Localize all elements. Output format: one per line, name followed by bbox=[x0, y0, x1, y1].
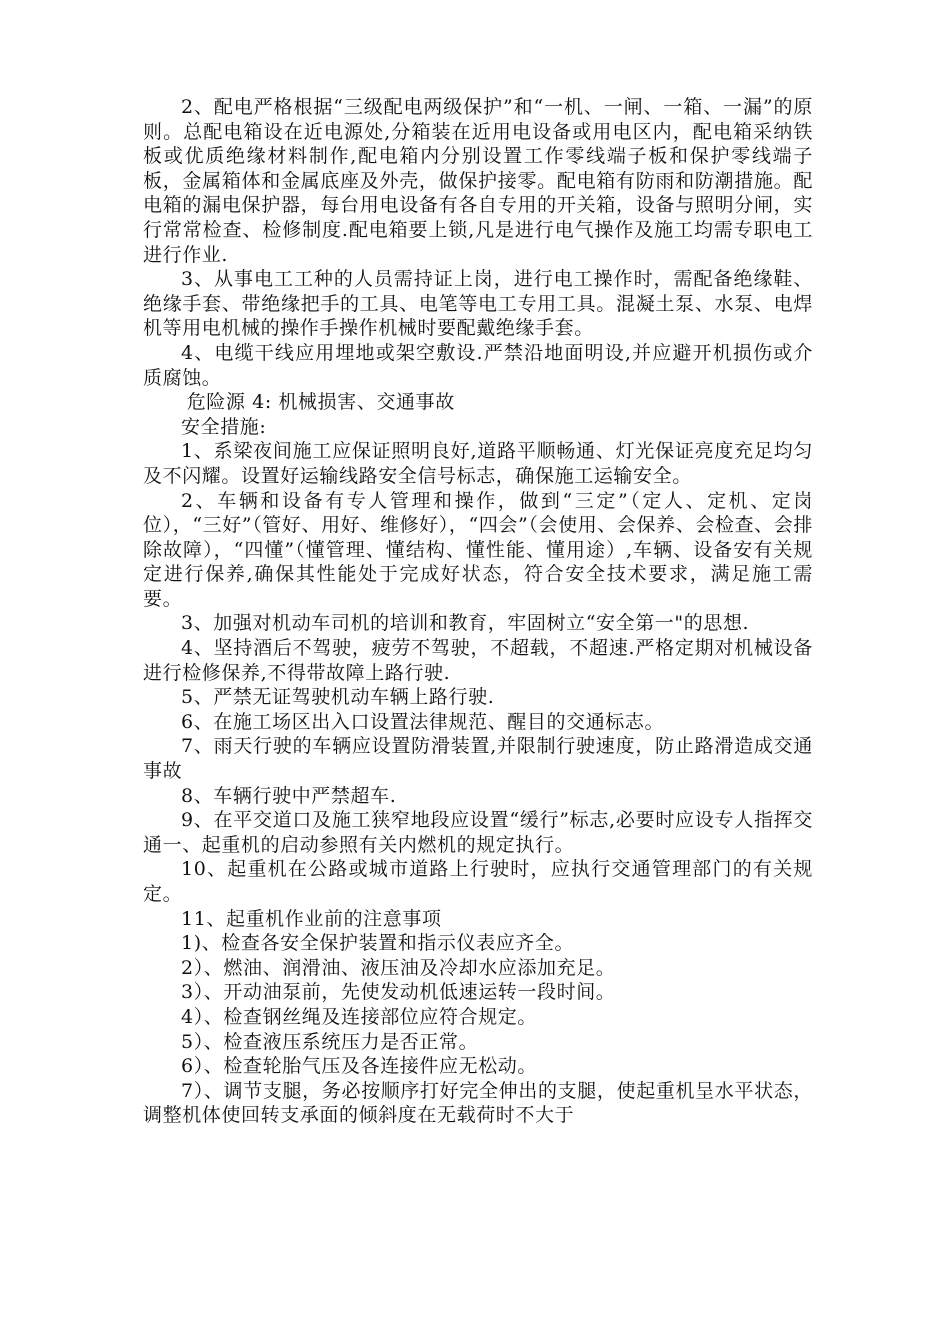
paragraph-slow-signs: 9、在平交道口及施工狭窄地段应设置“缓行”标志,必要时应设专人指挥交通一、起重机的启动参照有关内燃机的规定执行。 bbox=[143, 809, 813, 856]
safety-measures-heading: 安全措施: bbox=[181, 415, 267, 438]
paragraph-rainy-driving: 7、雨天行驶的车辆应设置防滑装置,并限制行驶速度，防止路滑造成交通事故 bbox=[143, 735, 813, 783]
paragraph-no-unlicensed-driving: 5、严禁无证驾驶机动车辆上路行驶. bbox=[181, 686, 495, 709]
paragraph-vehicle-management: 2、车辆和设备有专人管理和操作，做到“三定”（定人、定机、定岗位），“三好”（管好、用好、维修好），“四会”（会使用、会保养、会检查、会排除故障），“四懂”（懂管理、懂结构、懂性能、懂用途）,车辆、设备安有关规定进行保养,确保其性能处于完成好状态，符合安全技术要求，满足施工需要。 bbox=[143, 489, 813, 610]
paragraph-crane-road-rules: 10、起重机在公路或城市道路上行驶时，应执行交通管理部门的有关规定。 bbox=[143, 858, 813, 905]
paragraph-crane-precautions: 11、起重机作业前的注意事项 bbox=[181, 907, 442, 930]
list-item-tire-pressure: 6）、检查轮胎气压及各连接件应无松动。 bbox=[181, 1055, 537, 1078]
paragraph-electrician-certification: 3、从事电工工种的人员需持证上岗，进行电工操作时，需配备绝缘鞋、绝缘手套、带绝缘把手的工具、电笔等电工专用工具。混凝土泵、水泵、电焊机等用电机械的操作手操作机械时要配戴绝缘手套。 bbox=[143, 268, 813, 340]
list-item-outriggers: 7）、调节支腿，务必按顺序打好完全伸出的支腿，使起重机呈水平状态，调整机体使回转支承面的倾斜度在无载荷时不大于 bbox=[143, 1079, 813, 1127]
list-item-safety-devices: 1)、检查各安全保护装置和指示仪表应齐全。 bbox=[181, 932, 575, 955]
hazard-source-heading: 危险源 4: 机械损害、交通事故 bbox=[186, 391, 455, 414]
list-item-fluids: 2）、燃油、润滑油、液压油及冷却水应添加充足。 bbox=[181, 956, 616, 979]
paragraph-no-drunk-driving: 4、坚持酒后不驾驶，疲劳不驾驶，不超载，不超速.严格定期对机械设备进行检修保养,不得带故障上路行驶. bbox=[143, 637, 813, 684]
paragraph-cable-laying: 4、电缆干线应用埋地或架空敷设.严禁沿地面明设,并应避开机损伤或介质腐蚀。 bbox=[143, 341, 813, 389]
list-item-wire-rope: 4）、检查钢丝绳及连接部位应符合规定。 bbox=[181, 1005, 537, 1028]
paragraph-driver-training: 3、加强对机动车司机的培训和教育，牢固树立“安全第一"的思想. bbox=[181, 612, 750, 635]
list-item-hydraulic-pressure: 5）、检查液压系统压力是否正常。 bbox=[181, 1030, 479, 1053]
paragraph-night-lighting: 1、系梁夜间施工应保证照明良好,道路平顺畅通、灯光保证亮度充足均匀及不闪耀。设置好运输线路安全信号标志，确保施工运输安全。 bbox=[143, 440, 813, 487]
paragraph-traffic-signs: 6、在施工场区出入口设置法律规范、醒目的交通标志。 bbox=[181, 710, 665, 733]
paragraph-no-overtaking: 8、车辆行驶中严禁超车. bbox=[181, 784, 397, 807]
paragraph-distribution-rules: 2、配电严格根据“三级配电两级保护”和“一机、一闸、一箱、一漏”的原则。总配电箱设在近电源处,分箱装在近用电设备或用电区内，配电箱采纳铁板或优质绝缘材料制作,配电箱内分别设置工作零线端子板和保护零线端子板，金属箱体和金属底座及外壳，做保护接零。配电箱有防雨和防潮措施。配电箱的漏电保护器，每台用电设备有各自专用的开关箱，设备与照明分闸，实行常常检查、检修制度.配电箱要上锁,凡是进行电气操作及施工均需专职电工进行作业. bbox=[143, 96, 813, 266]
list-item-oil-pump: 3）、开动油泵前，先使发动机低速运转一段时间。 bbox=[181, 981, 616, 1004]
document-page bbox=[143, 95, 813, 1128]
